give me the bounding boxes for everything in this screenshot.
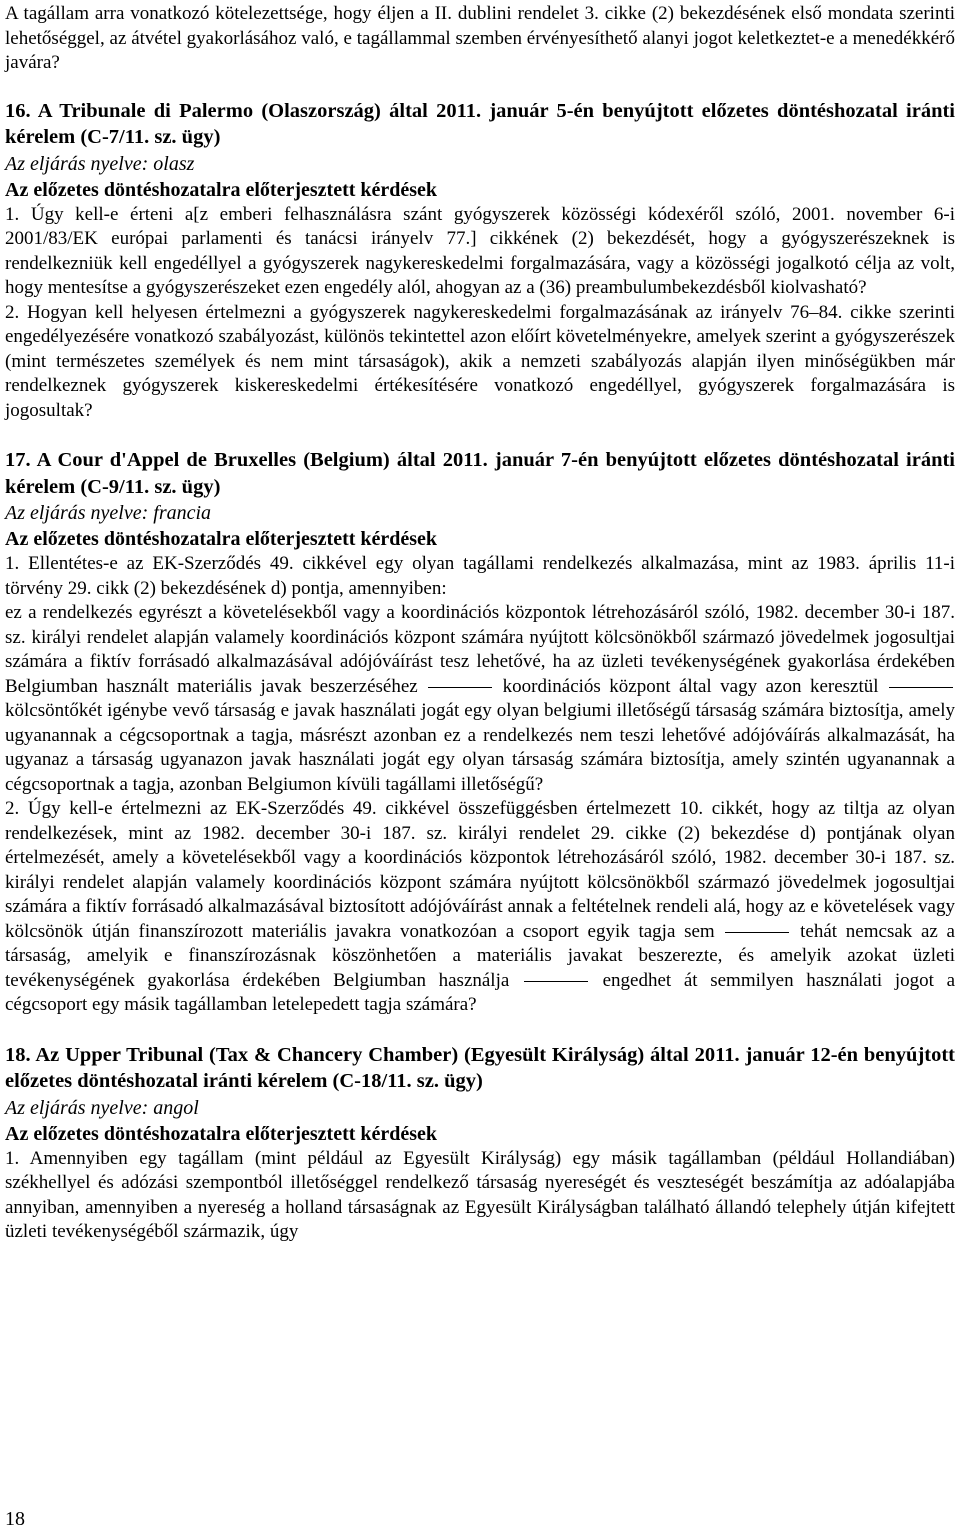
case-18 bbox=[5, 1042, 955, 1245]
text-segment: engedhet át semmilyen használati jogot a cégcsoport egy másik tagállamban letelepedett tagja számára? bbox=[5, 969, 956, 1015]
questions-heading: Az előzetes döntéshozatalra előterjesztett kérdések bbox=[5, 178, 438, 201]
question-paragraph bbox=[5, 601, 955, 797]
case-title: 17. A Cour d'Appel de Bruxelles (Belgium) által 2011. január 7-én benyújtott előzetes döntéshozatal iránti kérelem (C-9/11. sz. ügy) bbox=[5, 449, 955, 498]
em-dash bbox=[725, 932, 789, 933]
em-dash bbox=[428, 687, 492, 688]
case-title: 16. A Tribunale di Palermo (Olaszország) által 2011. január 5-én benyújtott előzetes döntéshozatal iránti kérelem (C-7/11. sz. ügy) bbox=[5, 99, 955, 148]
text-segment: tehát nemcsak az a társaság, amelyik e finanszírozásnak köszönhetően a materiális javakat beszerezte, és amelyik azokat üzleti tevékenységének gyakorlása érdekében Belgiumban használja bbox=[5, 920, 955, 991]
case-17 bbox=[5, 447, 955, 1018]
questions-heading: Az előzetes döntéshozatalra előterjesztett kérdések bbox=[5, 528, 438, 550]
em-dash bbox=[889, 687, 953, 688]
text-segment: ez a rendelkezés egyrészt a követelésekből vagy a koordinációs központok létrehozásáról szóló, 1982. december 30-i 187. sz. királyi rendelet alapján valamely koordinációs központ számára nyújtott kölcsönökből származó jövedelmek jogosultjai számára a fiktív forrásadó alkalmazásával adójóváírást tesz lehetővé, ha az üzleti tevékenységének gyakorlása érdekében Belgiumban használt materiális javak beszerzéséhez bbox=[5, 602, 955, 697]
text-segment: kölcsöntőkét igénybe vevő társaság e javak használati jogát egy olyan belgiumi illetőségű társaság számára biztosítja, amely ugyanannak a cégcsoportnak a tagja, másrészt azonban ez a rendelkezés nem teszi lehetővé adójóváírás alkalmazását, ha ugyanaz a társaság ugyanazon javak használati jogát egy olyan társaság számára biztosítja, amely szintén ugyanannak a cégcsoportnak a tagja, azonban Belgiumon kívüli tagállami illetőségű? bbox=[5, 700, 955, 795]
questions-heading: Az előzetes döntéshozatalra előterjesztett kérdések bbox=[5, 1122, 438, 1145]
procedure-language: Az eljárás nyelve: angol bbox=[5, 1096, 199, 1119]
question-paragraph bbox=[5, 797, 955, 1018]
spacer bbox=[5, 423, 955, 447]
question-paragraph: 1. Ellentétes-e az EK-Szerződés 49. cikkével egy olyan tagállami rendelkezés alkalmazása, mint az 1983. április 11-i törvény 29. cikk (2) bekezdésének d) pontja, amennyiben: bbox=[5, 553, 955, 599]
intro-paragraph: A tagállam arra vonatkozó kötelezettsége, hogy éljen a II. dublini rendelet 3. cikke (2) bekezdésének első mondata szerinti lehetőséggel, az átvétel gyakorlásához való, e tagállammal szemben érvényesíthető alanyi jogot keletkeztet-e a menedékkérő javára? bbox=[5, 3, 955, 73]
procedure-language: Az eljárás nyelve: francia bbox=[5, 502, 212, 524]
case-title: 18. Az Upper Tribunal (Tax & Chancery Chamber) (Egyesült Királyság) által 2011. január 12-én benyújtott előzetes döntéshozatal iránti kérelem (C-18/11. sz. ügy) bbox=[5, 1043, 955, 1092]
spacer bbox=[5, 76, 955, 98]
spacer bbox=[5, 1018, 955, 1042]
page-number: 18 bbox=[5, 1508, 25, 1530]
text-segment: 2. Úgy kell-e értelmezni az EK-Szerződés 49. cikkével összefüggésben értelmezett 10. cikkét, hogy az tiltja az olyan rendelkezések, mint az 1982. december 30-i 187. sz. királyi rendelet 29. cikke (2) bekezdése d) pontjának olyan értelmezését, amely a követelésekből vagy a koordinációs központok létrehozásáról szóló, 1982. december 30-i 187. sz. királyi rendelet alapján valamely koordinációs központ számára nyújtott kölcsönökből származó jövedelmek jogosultjai számára a fiktív forrásadó alkalmazásával biztosított adójóváírást annak a feltételnek rendeli alá, hogy az e követelések vagy kölcsönök útján finanszírozott materiális javakra vonatkozóan a csoport egyik tagja sem bbox=[5, 798, 955, 942]
procedure-language: Az eljárás nyelve: olasz bbox=[5, 152, 195, 175]
question-paragraph: 1. Úgy kell-e érteni a[z emberi felhasználásra szánt gyógyszerek közösségi kódexéről szóló, 2001. november 6-i 2001/83/EK európai parlamenti és tanácsi irányelv 77.] cikkének (2) bekezdését, hogy a gyógyszerészeknek is rendelkezniük kell engedéllyel a gyógyszerek nagykereskedelmi forgalmazására, vagy a közösségi jogalkotó célja az volt, hogy mentesítse a gyógyszerészeket ezen engedély alól, ahogyan az a (36) preambulumbekezdésből kiolvasható? bbox=[5, 203, 955, 298]
text-segment: koordinációs központ által vagy azon keresztül bbox=[502, 675, 879, 697]
case-16 bbox=[5, 98, 955, 424]
question-paragraph: 2. Hogyan kell helyesen értelmezni a gyógyszerek nagykereskedelmi forgalmazásának az irányelv 76–84. cikke szerinti engedélyezésére vonatkozó szabályozást, különös tekintettel azon előírt követelményekre, amelyek szerint a gyógyszerészek (mint természetes személyek és nem mint társaságok), akik a nemzeti szabályozás alapján ilyen minőségükben már rendelkeznek gyógyszerek kiskereskedelmi értékesítésére vonatkozó engedéllyel, gyógyszerek forgalmazására is jogosultak? bbox=[5, 301, 955, 421]
em-dash bbox=[524, 981, 588, 982]
question-paragraph: 1. Amennyiben egy tagállam (mint például az Egyesült Királyság) egy másik tagállamban (például Hollandiában) székhellyel és adózási szempontból illetőséggel rendelkező társaság nyereségét és veszteségét beszámítja az adóalapjába annyiban, amennyiben a nyereség a holland társaságnak az Egyesült Királyságban található állandó telephely útján kifejtett üzleti tevékenységéből származik, úgy bbox=[5, 1147, 955, 1242]
